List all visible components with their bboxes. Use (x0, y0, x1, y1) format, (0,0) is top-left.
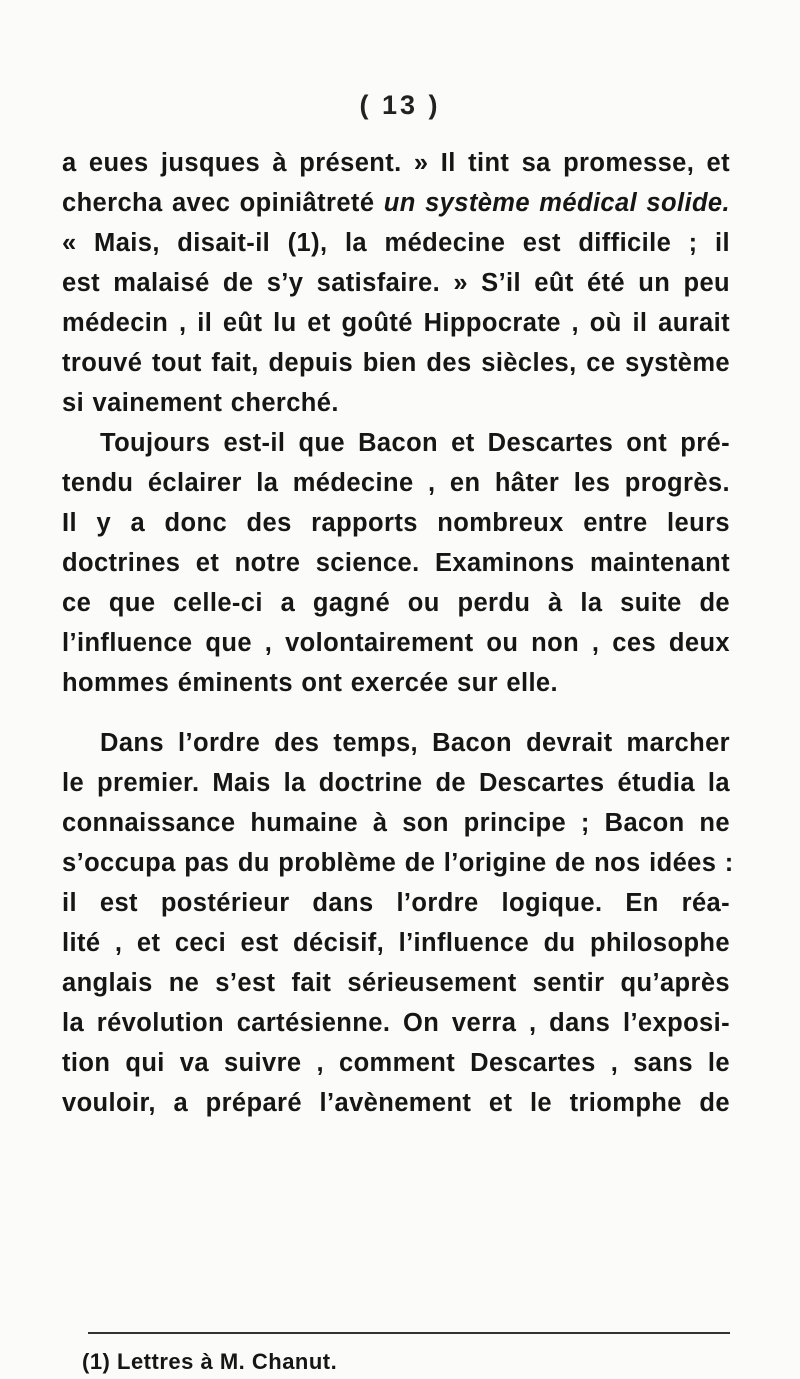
text-line: s’occupa pas du problème de l’origine de nos idées : (62, 849, 734, 877)
paragraph-continuation (62, 143, 730, 703)
text-line: la révolution cartésienne. On verra , dans l’exposi- (62, 1009, 730, 1037)
text-line (62, 183, 730, 223)
text-line: lité , et ceci est décisif, l’influence du philosophe (62, 929, 730, 957)
text-line: médecin , il eût lu et goûté Hippocrate , où il aurait (62, 309, 730, 337)
text-line: connaissance humaine à son principe ; Bacon ne (62, 809, 730, 837)
footnote: (1) Lettres à M. Chanut. (82, 1349, 338, 1374)
text-line: tendu éclairer la médecine , en hâter les progrès. (62, 469, 730, 497)
italic-phrase: un système médical solide. (383, 189, 731, 217)
text-line: anglais ne s’est fait sérieusement sentir qu’après (62, 969, 730, 997)
text-line: a eues jusques à présent. » Il tint sa promesse, et (62, 149, 730, 177)
text-line: ce que celle-ci a gagné ou perdu à la suite de (62, 589, 730, 617)
text-line: l’influence que , volontairement ou non , ces deux (62, 629, 730, 657)
text-line: trouvé tout fait, depuis bien des siècles, ce système (62, 349, 730, 377)
text-line: est malaisé de s’y satisfaire. » S’il eût été un peu (62, 269, 730, 297)
text-line: le premier. Mais la doctrine de Descartes étudia la (62, 769, 730, 797)
text-line: « Mais, disait-il (1), la médecine est difficile ; il (62, 229, 730, 257)
text-line: hommes éminents ont exercée sur elle. (62, 669, 558, 697)
text-line: doctrines et notre science. Examinons maintenant (62, 549, 730, 577)
page-number: ( 13 ) (359, 90, 441, 120)
footnote-separator (88, 1332, 730, 1334)
text-line: Il y a donc des rapports nombreux entre leurs (62, 509, 730, 537)
text-line: Toujours est-il que Bacon et Descartes ont pré- (100, 429, 730, 457)
text-line: il est postérieur dans l’ordre logique. En réa- (62, 889, 730, 917)
paragraph-bacon-descartes (62, 723, 734, 1123)
text-line: Dans l’ordre des temps, Bacon devrait marcher (100, 729, 730, 757)
text-line: si vainement cherché. (62, 389, 339, 417)
text-line: tion qui va suivre , comment Descartes , sans le (62, 1049, 730, 1077)
text-line: vouloir, a préparé l’avènement et le triomphe de (62, 1089, 730, 1117)
text-segment: chercha avec opiniâtreté (62, 189, 384, 217)
